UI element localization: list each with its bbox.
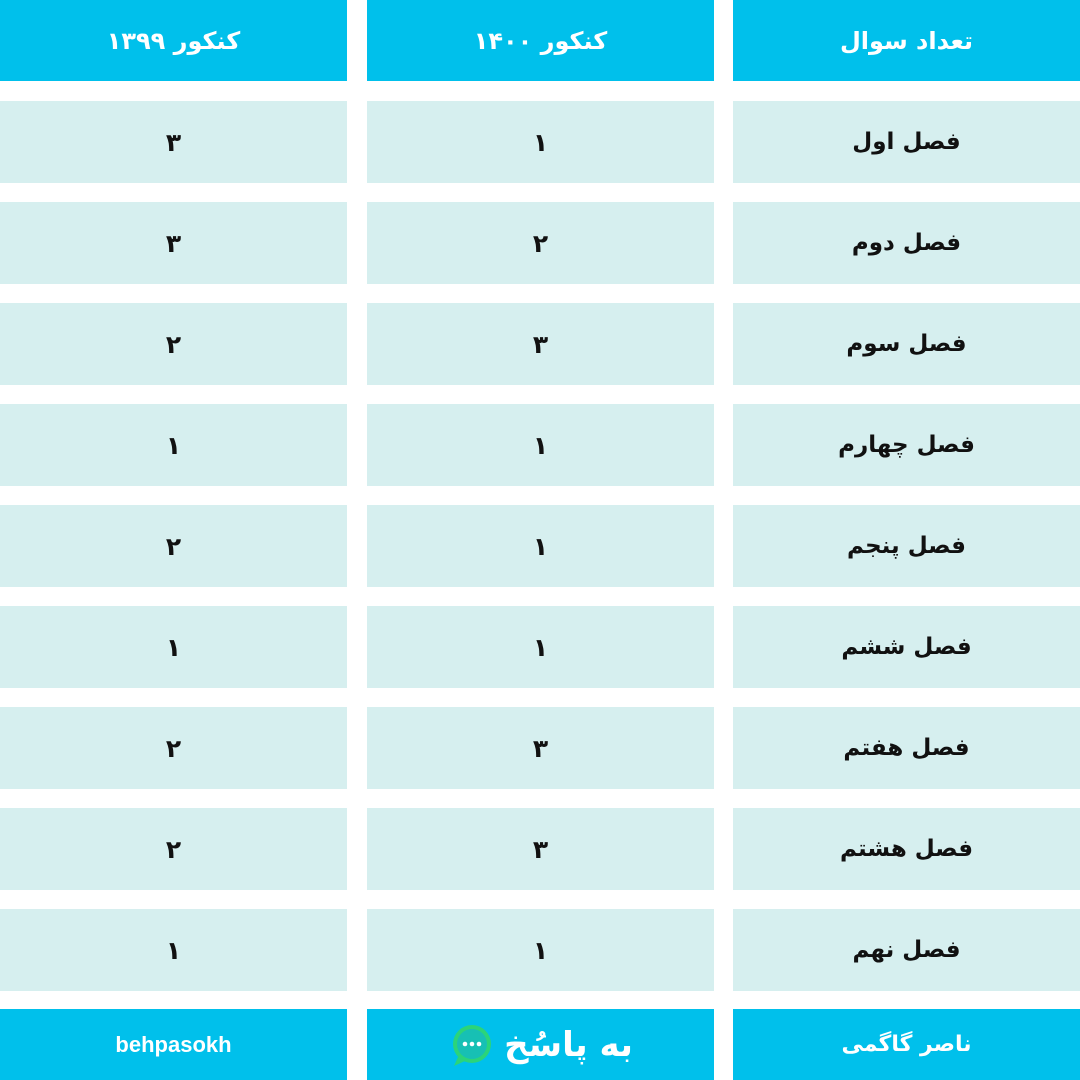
row-4-chapter: فصل چهارم [733,404,1080,486]
brand-name: به پاسُخ [504,1024,633,1065]
row-9-chapter: فصل نهم [733,909,1080,991]
chat-bubble-icon [448,1021,496,1069]
header-1399: کنکور ۱۳۹۹ [0,0,347,81]
row-2-chapter: فصل دوم [733,202,1080,284]
header-1400: کنکور ۱۴۰۰ [367,0,714,81]
row-3-chapter: فصل سوم [733,303,1080,385]
row-5-chapter: فصل پنجم [733,505,1080,587]
row-7-1399: ۲ [0,707,347,789]
row-9-1400: ۱ [367,909,714,991]
row-7-chapter: فصل هفتم [733,707,1080,789]
row-6-chapter: فصل ششم [733,606,1080,688]
row-6-1399: ۱ [0,606,347,688]
row-9-1399: ۱ [0,909,347,991]
row-8-1399: ۲ [0,808,347,890]
row-2-1399: ۳ [0,202,347,284]
row-4-1400: ۱ [367,404,714,486]
row-4-1399: ۱ [0,404,347,486]
row-1-chapter: فصل اول [733,101,1080,183]
footer-handle: behpasokh [0,1009,347,1080]
row-5-1399: ۲ [0,505,347,587]
row-1-1400: ۱ [367,101,714,183]
row-2-1400: ۲ [367,202,714,284]
row-7-1400: ۳ [367,707,714,789]
row-8-1400: ۳ [367,808,714,890]
row-3-1400: ۳ [367,303,714,385]
row-6-1400: ۱ [367,606,714,688]
row-1-1399: ۳ [0,101,347,183]
row-8-chapter: فصل هشتم [733,808,1080,890]
footer-brand [367,1009,714,1080]
footer-author: ناصر گاگمی [733,1009,1080,1080]
row-3-1399: ۲ [0,303,347,385]
header-questions: تعداد سوال [733,0,1080,81]
row-5-1400: ۱ [367,505,714,587]
